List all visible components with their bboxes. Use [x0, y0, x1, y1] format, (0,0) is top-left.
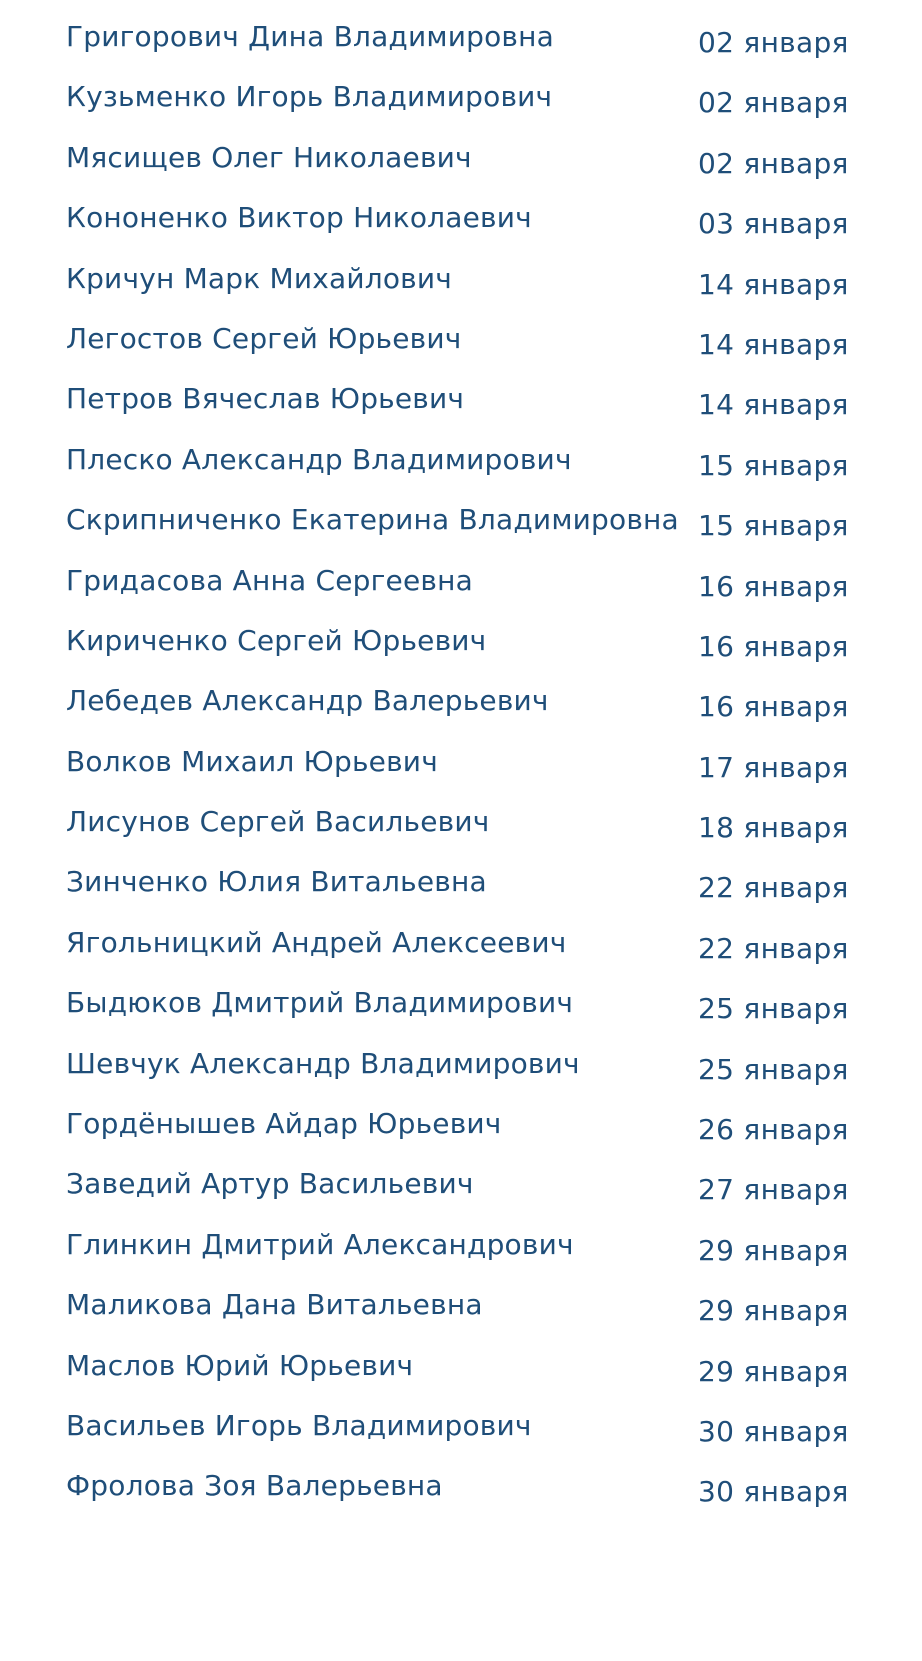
- list-item: [0, 554, 922, 614]
- list-item: [0, 191, 922, 251]
- person-name: Кононенко Виктор Николаевич: [66, 201, 532, 235]
- birthday-date: 30 января: [698, 1414, 849, 1448]
- person-name: Григорович Дина Владимировна: [66, 20, 554, 53]
- list-item: [0, 855, 922, 915]
- birthday-date: 16 января: [698, 629, 849, 663]
- birthday-date: 14 января: [698, 388, 849, 422]
- birthday-date: 29 января: [698, 1233, 849, 1267]
- list-item: [0, 131, 922, 191]
- birthday-list: [0, 10, 922, 1520]
- birthday-date: 29 января: [698, 1354, 849, 1388]
- list-item: [0, 1218, 922, 1278]
- list-item: [0, 312, 922, 372]
- list-item: [0, 1339, 922, 1399]
- birthday-date: 02 января: [698, 146, 849, 180]
- list-item: [0, 795, 922, 855]
- person-name: Волков Михаил Юрьевич: [66, 744, 438, 778]
- list-item: [0, 493, 922, 553]
- person-name: Маликова Дана Витальевна: [66, 1288, 483, 1322]
- birthday-date: 17 января: [698, 750, 849, 784]
- person-name: Ягольницкий Андрей Алексеевич: [66, 925, 567, 959]
- list-item: [0, 433, 922, 493]
- person-name: Фролова Зоя Валерьевна: [66, 1469, 443, 1503]
- list-item: [0, 674, 922, 734]
- list-item: [0, 372, 922, 432]
- list-item: [0, 70, 922, 130]
- birthday-date: 18 января: [698, 811, 849, 845]
- list-item: [0, 1459, 922, 1519]
- birthday-date: 30 января: [698, 1475, 849, 1509]
- person-name: Петров Вячеслав Юрьевич: [66, 382, 465, 416]
- birthday-date: 15 января: [698, 509, 849, 543]
- person-name: Плеско Александр Владимирович: [66, 442, 572, 476]
- person-name: Лисунов Сергей Васильевич: [66, 805, 490, 839]
- person-name: Кузьменко Игорь Владимирович: [66, 80, 553, 114]
- list-item: [0, 10, 922, 70]
- birthday-date: 27 января: [698, 1173, 849, 1207]
- list-item: [0, 976, 922, 1036]
- birthday-date: 26 января: [698, 1113, 849, 1147]
- person-name: Гордёнышев Айдар Юрьевич: [66, 1107, 502, 1141]
- birthday-date: 14 января: [698, 327, 849, 361]
- person-name: Маслов Юрий Юрьевич: [66, 1348, 414, 1382]
- birthday-date: 02 января: [698, 86, 849, 120]
- person-name: Кричун Марк Михайлович: [66, 261, 453, 295]
- person-name: Заведий Артур Васильевич: [66, 1167, 474, 1201]
- list-item: [0, 735, 922, 795]
- person-name: Скрипниченко Екатерина Владимировна: [66, 503, 679, 537]
- list-item: [0, 614, 922, 674]
- birthday-date: 22 января: [698, 871, 849, 905]
- birthday-date: 14 января: [698, 267, 849, 301]
- list-item: [0, 1037, 922, 1097]
- person-name: Лебедев Александр Валерьевич: [66, 684, 549, 718]
- birthday-date: 15 января: [698, 448, 849, 482]
- list-item: [0, 1157, 922, 1217]
- person-name: Легостов Сергей Юрьевич: [66, 321, 462, 355]
- birthday-date: 16 января: [698, 690, 849, 724]
- person-name: Васильев Игорь Владимирович: [66, 1408, 532, 1442]
- list-item: [0, 252, 922, 312]
- list-item: [0, 1399, 922, 1459]
- birthday-date: 02 января: [698, 26, 849, 59]
- person-name: Зинченко Юлия Витальевна: [66, 865, 487, 899]
- birthday-date: 22 января: [698, 931, 849, 965]
- birthday-date: 03 января: [698, 207, 849, 241]
- birthday-date: 16 января: [698, 569, 849, 603]
- list-item: [0, 1278, 922, 1338]
- birthday-date: 25 января: [698, 992, 849, 1026]
- list-item: [0, 916, 922, 976]
- person-name: Кириченко Сергей Юрьевич: [66, 623, 487, 657]
- person-name: Быдюков Дмитрий Владимирович: [66, 986, 574, 1020]
- person-name: Гридасова Анна Сергеевна: [66, 563, 473, 597]
- person-name: Глинкин Дмитрий Александрович: [66, 1227, 574, 1261]
- person-name: Шевчук Александр Владимирович: [66, 1046, 580, 1080]
- birthday-date: 29 января: [698, 1294, 849, 1328]
- list-item: [0, 1097, 922, 1157]
- person-name: Мясищев Олег Николаевич: [66, 140, 472, 174]
- birthday-date: 25 января: [698, 1052, 849, 1086]
